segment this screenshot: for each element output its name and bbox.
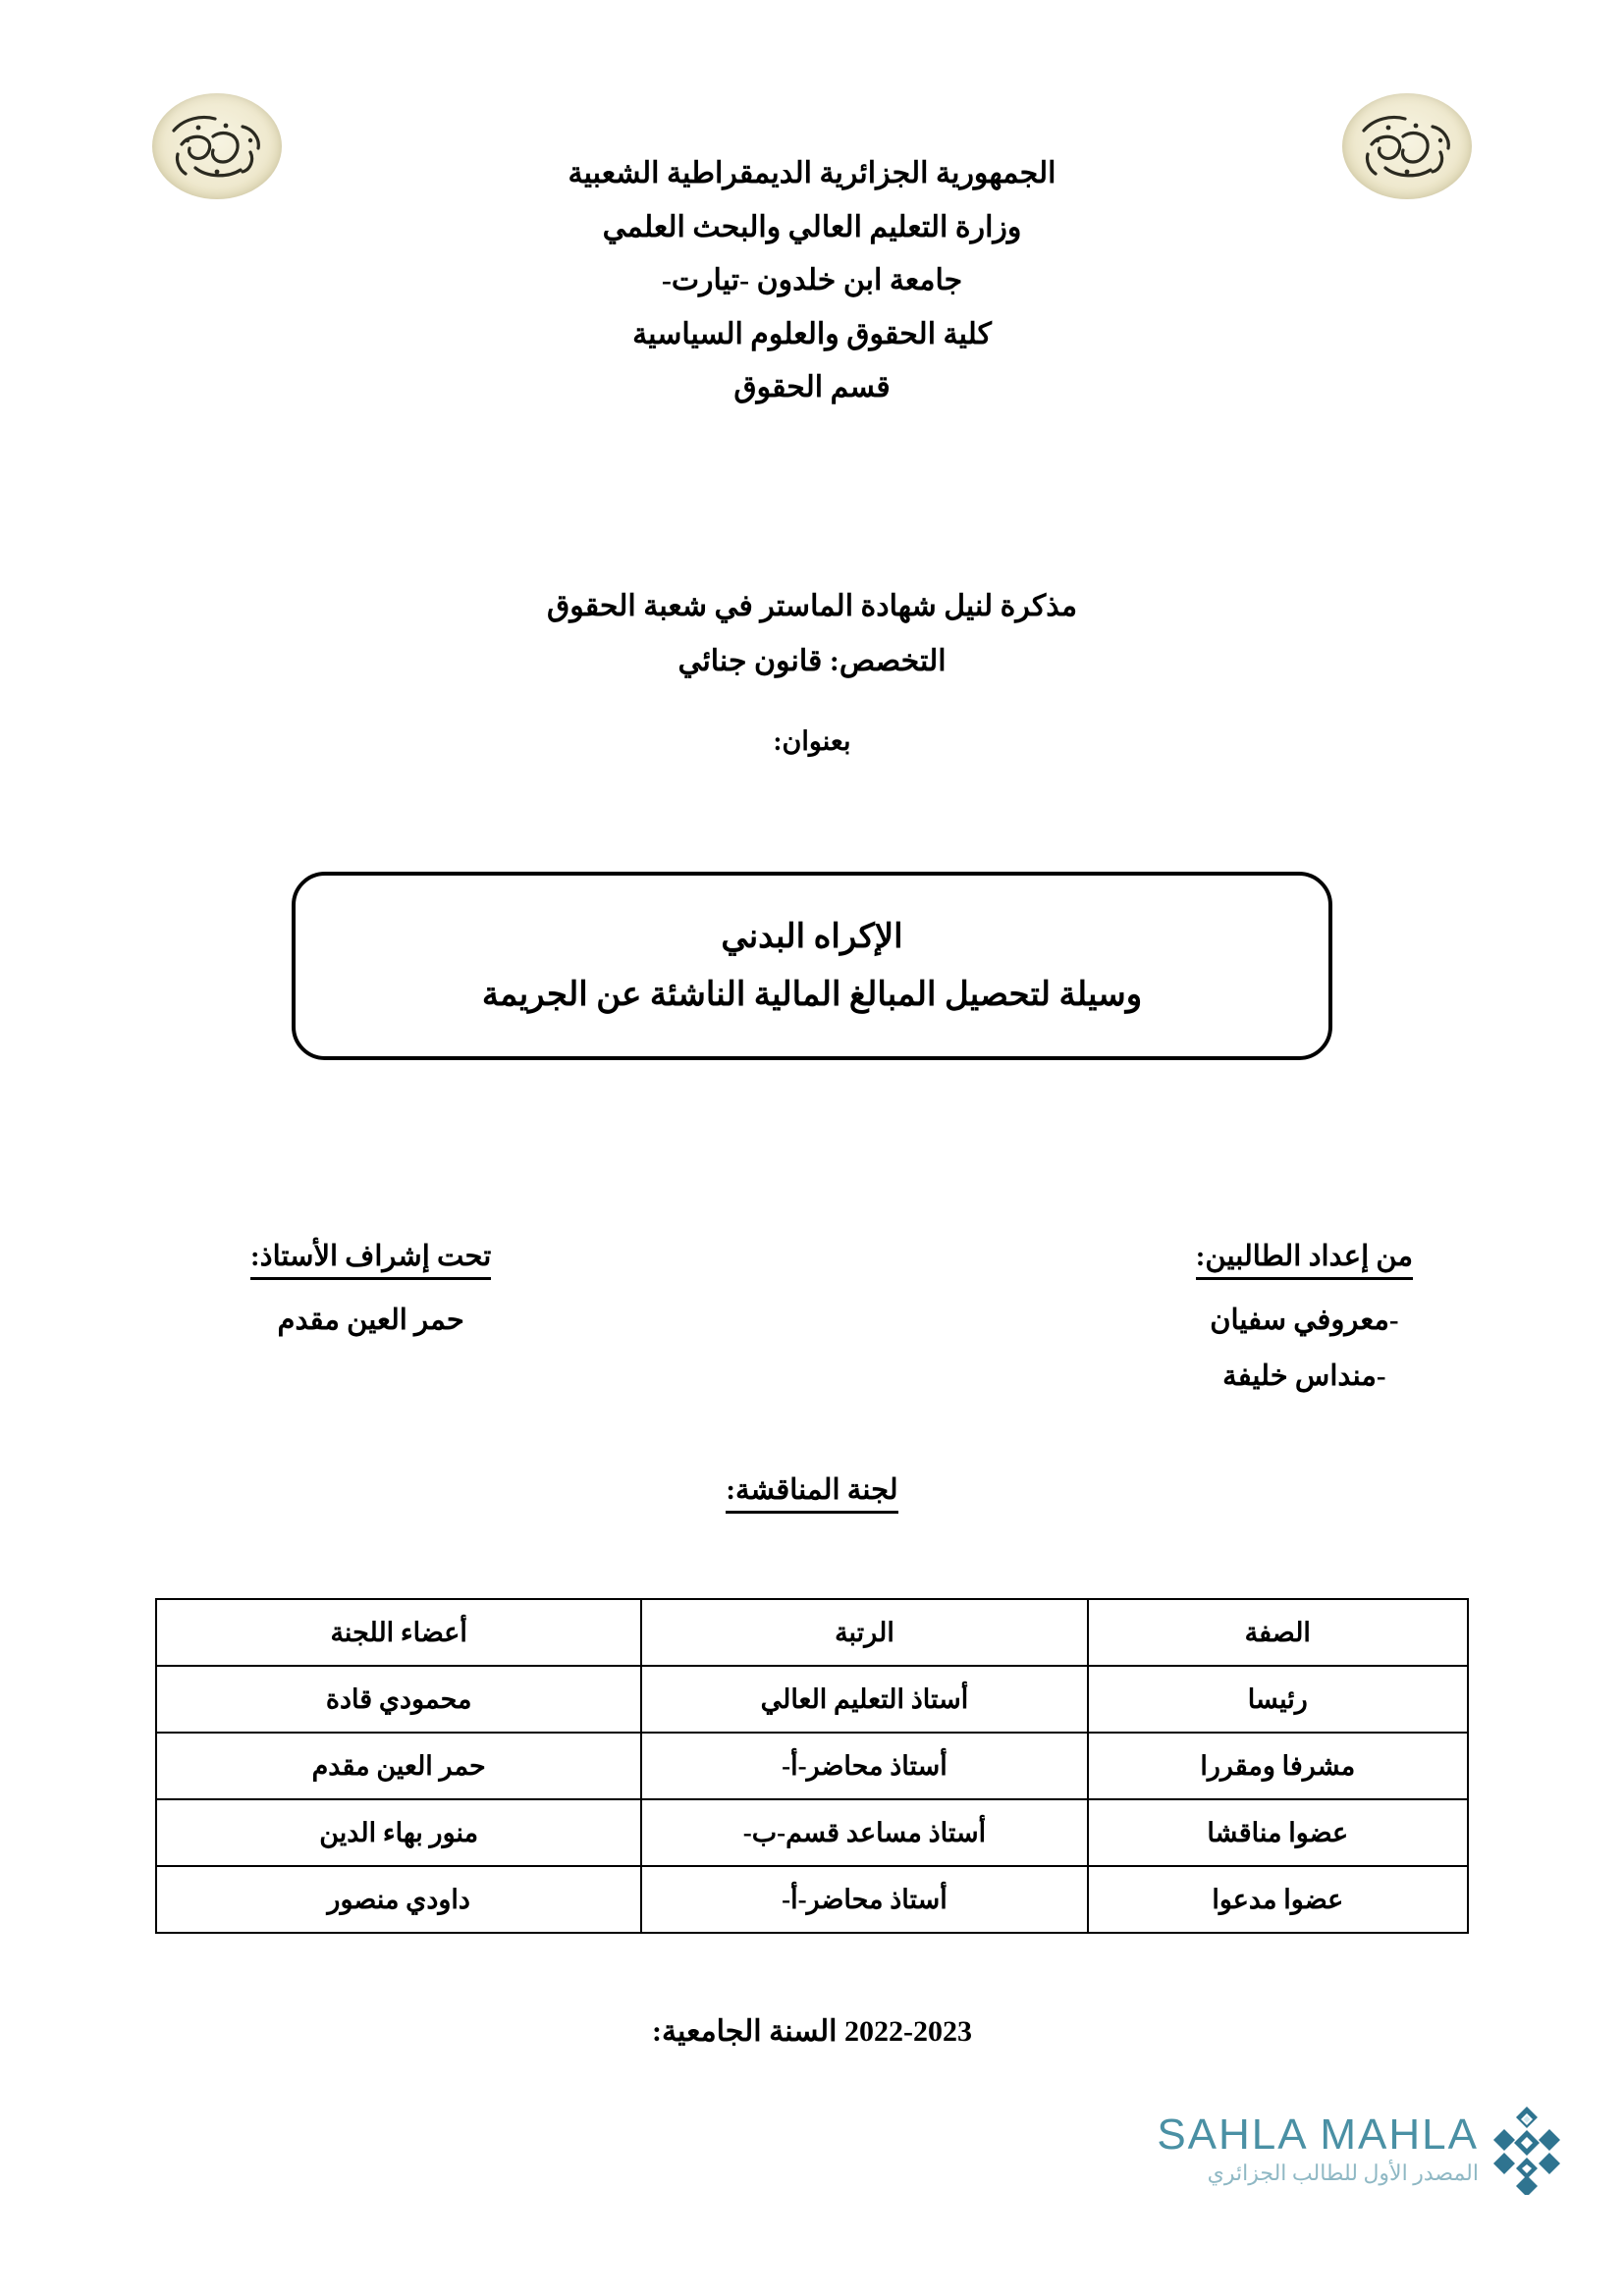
specialization-line: التخصص: قانون جنائي bbox=[677, 644, 947, 677]
degree-statement bbox=[0, 579, 1624, 688]
cell-rank: أستاذ محاضر-أ- bbox=[641, 1733, 1087, 1799]
student-name-1: -معروفي سفيان bbox=[1210, 1305, 1399, 1336]
header-line-ministry: وزارة التعليم العالي والبحث العلمي bbox=[602, 210, 1022, 243]
cell-member: منور بهاء الدين bbox=[156, 1799, 641, 1866]
cell-rank: أستاذ محاضر-أ- bbox=[641, 1866, 1087, 1933]
cell-member: حمر العين مقدم bbox=[156, 1733, 641, 1799]
header-line-faculty: كلية الحقوق والعلوم السياسية bbox=[632, 317, 992, 350]
sahla-mahla-watermark bbox=[1094, 2105, 1565, 2237]
cell-member: داودي منصور bbox=[156, 1866, 641, 1933]
header-line-country: الجمهورية الجزائرية الديمقراطية الشعبية bbox=[568, 157, 1056, 189]
table-row bbox=[156, 1866, 1468, 1933]
supervisor-column bbox=[250, 1239, 491, 1337]
student-name-2: -منداس خليفة bbox=[1222, 1361, 1386, 1392]
cell-rank: أستاذ التعليم العالي bbox=[641, 1666, 1087, 1733]
thesis-title-box bbox=[292, 872, 1332, 1060]
column-header-role: الصفة bbox=[1088, 1599, 1468, 1666]
jury-table-wrapper bbox=[155, 1598, 1469, 1934]
students-heading: من إعداد الطالبين: bbox=[1196, 1239, 1413, 1280]
cell-role: مشرفا ومقررا bbox=[1088, 1733, 1468, 1799]
column-header-member: أعضاء اللجنة bbox=[156, 1599, 641, 1666]
academic-year-line bbox=[0, 2014, 1624, 2049]
sahla-mahla-logo-icon bbox=[1489, 2105, 1565, 2195]
institution-header bbox=[0, 147, 1624, 402]
cell-rank: أستاذ مساعد قسم-ب- bbox=[641, 1799, 1087, 1866]
jury-label: لجنة المناقشة: bbox=[726, 1472, 897, 1514]
header-line-department: قسم الحقوق bbox=[733, 371, 891, 404]
watermark-title: SAHLA MAHLA bbox=[1157, 2109, 1479, 2159]
cell-role: عضوا مدعوا bbox=[1088, 1866, 1468, 1933]
table-row bbox=[156, 1666, 1468, 1733]
cell-role: رئيسا bbox=[1088, 1666, 1468, 1733]
supervisor-heading: تحت إشراف الأستاذ: bbox=[250, 1239, 491, 1280]
academic-year-value: 2022-2023 bbox=[844, 2015, 973, 2048]
cell-role: عضوا مناقشا bbox=[1088, 1799, 1468, 1866]
academic-year-label: السنة الجامعية: bbox=[651, 2015, 838, 2048]
thesis-title-subtitle: وسيلة لتحصيل المبالغ المالية الناشئة عن الجريمة bbox=[481, 977, 1143, 1013]
cell-member: محمودي قادة bbox=[156, 1666, 641, 1733]
supervisor-name: حمر العين مقدم bbox=[277, 1305, 464, 1336]
table-row bbox=[156, 1733, 1468, 1799]
titled-label: بعنوان: bbox=[773, 726, 851, 756]
jury-label-wrapper bbox=[0, 1472, 1624, 1514]
column-header-rank: الرتبة bbox=[641, 1599, 1087, 1666]
header-line-university: جامعة ابن خلدون -تيارت- bbox=[661, 264, 963, 297]
students-column bbox=[1196, 1239, 1413, 1393]
authorship-section bbox=[0, 1239, 1624, 1435]
table-header-row bbox=[156, 1599, 1468, 1666]
degree-line: مذكرة لنيل شهادة الماستر في شعبة الحقوق bbox=[546, 590, 1078, 622]
jury-table bbox=[155, 1598, 1469, 1934]
thesis-title-main: الإكراه البدني bbox=[721, 919, 903, 955]
watermark-subtitle: المصدر الأول للطالب الجزائري bbox=[1207, 2161, 1479, 2186]
table-row bbox=[156, 1799, 1468, 1866]
